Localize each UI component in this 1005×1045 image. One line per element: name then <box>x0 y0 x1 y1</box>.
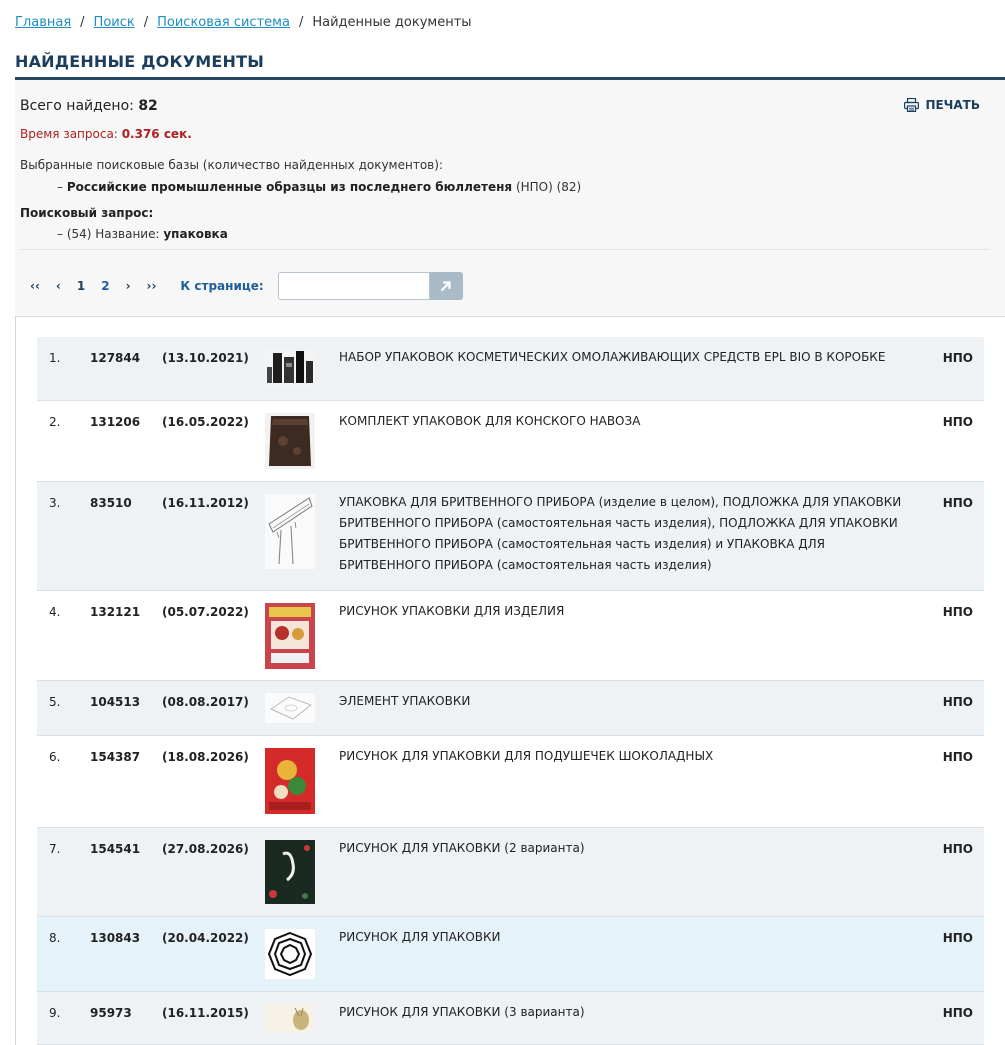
result-base: НПО <box>942 415 973 429</box>
pager-page-2[interactable]: 2 <box>101 279 110 293</box>
result-date: (16.11.2015) <box>162 1006 249 1020</box>
result-reg-number[interactable]: 131206 <box>90 415 141 429</box>
result-row[interactable] <box>37 591 984 681</box>
pager-page-1[interactable]: 1 <box>76 279 86 293</box>
result-index: 3. <box>49 496 61 510</box>
result-base: НПО <box>942 842 973 856</box>
result-thumbnail[interactable] <box>265 349 315 387</box>
dash: – <box>57 227 63 241</box>
pager-last-button[interactable]: ›› <box>146 279 157 293</box>
breadcrumb-system-link[interactable]: Поисковая система <box>157 15 290 30</box>
result-row[interactable] <box>37 736 984 828</box>
breadcrumb-separator: / <box>143 15 149 30</box>
goto-page-input[interactable] <box>278 272 430 300</box>
result-base: НПО <box>942 750 973 764</box>
result-row[interactable] <box>37 992 984 1045</box>
result-thumbnail[interactable] <box>265 1004 315 1032</box>
result-thumbnail[interactable] <box>265 494 315 569</box>
dash: – <box>57 180 63 194</box>
result-date: (18.08.2026) <box>162 750 249 764</box>
goto-page-label: К странице: <box>180 279 264 293</box>
pager-next-button[interactable]: › <box>125 279 131 293</box>
result-title[interactable]: КОМПЛЕКТ УПАКОВОК ДЛЯ КОНСКОГО НАВОЗА <box>339 414 641 428</box>
result-index: 1. <box>49 351 61 365</box>
query-time-value: 0.376 сек. <box>121 127 192 141</box>
result-row[interactable] <box>37 401 984 482</box>
search-base-item <box>57 180 581 194</box>
result-title[interactable]: ЭЛЕМЕНТ УПАКОВКИ <box>339 694 471 708</box>
goto-page-button[interactable] <box>430 272 463 300</box>
result-date: (16.11.2012) <box>162 496 249 510</box>
result-date: (13.10.2021) <box>162 351 249 365</box>
result-index: 2. <box>49 415 61 429</box>
result-thumbnail[interactable] <box>265 840 315 904</box>
search-base-count: (НПО) (82) <box>515 180 582 194</box>
result-date: (05.07.2022) <box>162 605 249 619</box>
result-base: НПО <box>942 351 973 365</box>
result-date: (27.08.2026) <box>162 842 249 856</box>
result-title[interactable]: РИСУНОК ДЛЯ УПАКОВКИ ДЛЯ ПОДУШЕЧЕК ШОКОЛАДНЫХ <box>339 749 714 763</box>
query-time-label: Время запроса: <box>20 127 118 141</box>
result-reg-number[interactable]: 127844 <box>90 351 141 365</box>
result-reg-number[interactable]: 95973 <box>90 1006 132 1020</box>
result-reg-number[interactable]: 154541 <box>90 842 141 856</box>
result-thumbnail[interactable] <box>265 413 315 469</box>
search-bases-label: Выбранные поисковые базы (количество найденных документов): <box>20 158 443 172</box>
pager-prev-button[interactable]: ‹ <box>55 279 61 293</box>
result-index: 8. <box>49 931 61 945</box>
result-date: (20.04.2022) <box>162 931 249 945</box>
result-thumbnail[interactable] <box>265 693 315 723</box>
result-title[interactable]: РИСУНОК ДЛЯ УПАКОВКИ (3 варианта) <box>339 1005 585 1019</box>
result-row[interactable] <box>37 337 984 401</box>
result-index: 5. <box>49 695 61 709</box>
result-base: НПО <box>942 1006 973 1020</box>
result-date: (08.08.2017) <box>162 695 249 709</box>
pagination <box>30 272 463 300</box>
result-base: НПО <box>942 496 973 510</box>
result-title[interactable]: РИСУНОК ДЛЯ УПАКОВКИ (2 варианта) <box>339 841 585 855</box>
result-thumbnail[interactable] <box>265 748 315 814</box>
print-button-label: ПЕЧАТЬ <box>925 98 980 112</box>
pager-first-button[interactable]: ‹‹ <box>30 279 40 293</box>
breadcrumb-separator: / <box>80 15 85 30</box>
result-base: НПО <box>942 931 973 945</box>
result-base: НПО <box>942 605 973 619</box>
total-found-label: Всего найдено: <box>20 98 134 114</box>
search-query-field: (54) Название: <box>66 227 160 241</box>
breadcrumb-current: Найденные документы <box>312 15 472 30</box>
result-row[interactable] <box>37 917 984 992</box>
results-table <box>15 316 1005 1045</box>
panel-divider <box>20 249 990 250</box>
result-index: 4. <box>49 605 61 619</box>
breadcrumb-search-link[interactable]: Поиск <box>93 15 135 30</box>
result-thumbnail[interactable] <box>265 603 315 669</box>
search-query-value: упаковка <box>163 227 228 241</box>
result-title[interactable]: НАБОР УПАКОВОК КОСМЕТИЧЕСКИХ ОМОЛАЖИВАЮЩИХ СРЕДСТВ EPL BIO В КОРОБКЕ <box>339 350 886 364</box>
result-reg-number[interactable]: 154387 <box>90 750 141 764</box>
result-thumbnail[interactable] <box>265 929 315 979</box>
search-summary-panel <box>15 80 1005 315</box>
result-base: НПО <box>942 695 973 709</box>
printer-icon <box>904 98 919 112</box>
search-query-item <box>57 227 228 241</box>
breadcrumb-separator: / <box>298 15 304 30</box>
result-title[interactable]: РИСУНОК УПАКОВКИ ДЛЯ ИЗДЕЛИЯ <box>339 604 565 618</box>
total-found <box>20 98 158 114</box>
arrow-icon <box>439 279 453 293</box>
result-date: (16.05.2022) <box>162 415 249 429</box>
result-reg-number[interactable]: 104513 <box>90 695 141 709</box>
total-found-value: 82 <box>138 98 158 114</box>
page-title: НАЙДЕННЫЕ ДОКУМЕНТЫ <box>15 52 265 71</box>
result-reg-number[interactable]: 132121 <box>90 605 141 619</box>
result-row[interactable] <box>37 828 984 917</box>
result-title[interactable]: УПАКОВКА ДЛЯ БРИТВЕННОГО ПРИБОРА (изделие в целом), ПОДЛОЖКА ДЛЯ УПАКОВКИ БРИТВЕННОГО ПРИБОРА (самостоятельная часть изделия), ПОДЛОЖКА ДЛЯ УПАКОВКИ БРИТВЕННОГО ПРИБОРА (самостоятельная часть изделия) и УПАКОВКА ДЛЯ БРИТВЕННОГО ПРИБОРА (самостоятельная часть изделия) <box>339 495 902 572</box>
search-base-name: Российские промышленные образцы из последнего бюллетеня <box>66 180 513 194</box>
result-row[interactable] <box>37 482 984 591</box>
result-row[interactable] <box>37 681 984 736</box>
query-time <box>20 127 192 141</box>
result-title[interactable]: РИСУНОК ДЛЯ УПАКОВКИ <box>339 930 501 944</box>
search-query-label: Поисковый запрос: <box>20 206 154 220</box>
result-reg-number[interactable]: 130843 <box>90 931 141 945</box>
breadcrumb <box>15 15 472 30</box>
print-button[interactable] <box>904 98 980 112</box>
result-index: 7. <box>49 842 61 856</box>
result-index: 9. <box>49 1006 61 1020</box>
result-index: 6. <box>49 750 61 764</box>
result-reg-number[interactable]: 83510 <box>90 496 132 510</box>
breadcrumb-home-link[interactable]: Главная <box>15 15 72 30</box>
